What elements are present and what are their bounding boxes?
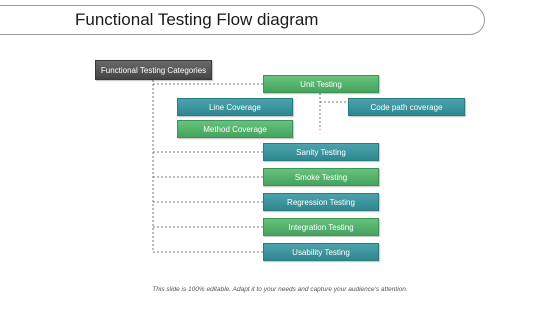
node-integration-testing-label: Integration Testing [288,222,354,232]
footer-note: This slide is 100% editable. Adapt it to your needs and capture your audience's attention. [152,286,408,293]
root-node [95,60,212,80]
node-sanity-testing [263,143,379,161]
node-line-coverage [177,98,293,116]
node-unit-testing [263,75,379,93]
root-node-label: Functional Testing Categories [100,65,207,75]
node-usability-testing-label: Usability Testing [292,247,350,257]
node-regression-testing [263,193,379,211]
node-unit-testing-label: Unit Testing [300,79,342,89]
node-code-path-coverage-label: Code path coverage [370,102,443,112]
node-line-coverage-label: Line Coverage [208,102,262,112]
node-sanity-testing-label: Sanity Testing [296,147,346,157]
node-usability-testing [263,243,379,261]
page-title: Functional Testing Flow diagram [75,10,319,29]
node-method-coverage [177,120,293,138]
node-regression-testing-label: Regression Testing [287,197,355,207]
node-smoke-testing-label: Smoke Testing [294,172,348,182]
node-code-path-coverage [348,98,465,116]
node-method-coverage-label: Method Coverage [203,124,267,134]
node-smoke-testing [263,168,379,186]
node-integration-testing [263,218,379,236]
